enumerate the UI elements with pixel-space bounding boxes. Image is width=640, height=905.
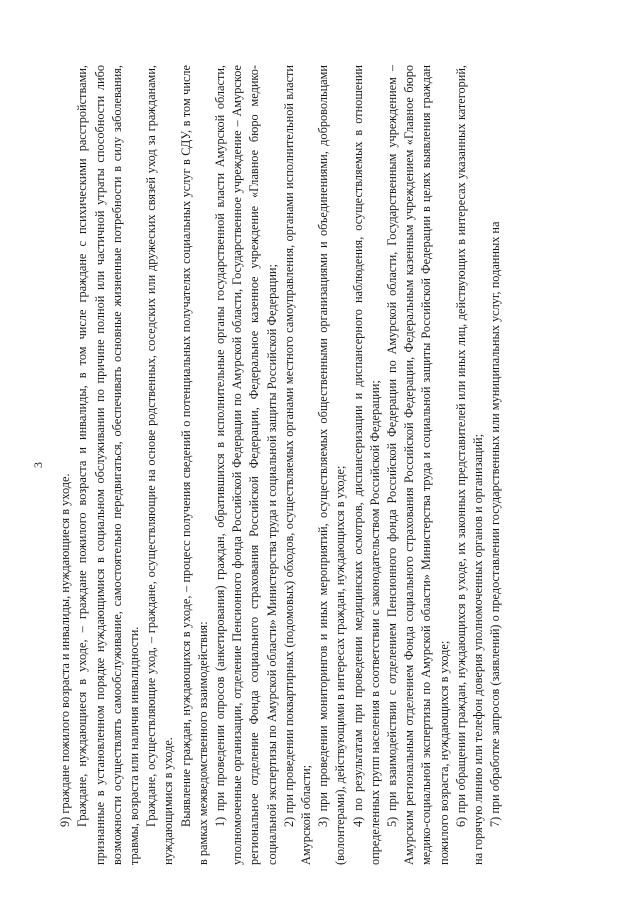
rotated-text-block [30, 65, 600, 865]
paragraph: 1) при проведении опросов (анкетирования) граждан, обратившихся в исполнительные органы государственной власти Амурской области, уполномоченные организации, отделение Пенсионного фонда Российской Федерации по Амурской области, Государственное учреждение – Амурское региональное отделение Фонда социального страхования Российской Федерации, Федеральное казенное учреждение «Главное бюро медико-социальной экспертизы по Амурской области» Министерства труда и социальной защиты Российской Федерации; [213, 65, 279, 865]
page-number: 3 [31, 462, 45, 468]
paragraph: 4) по результатам при проведении медицинских осмотров, диспансеризации и диспансерного наблюдения, осуществляемых в отношении определенных групп населения в соответствии с законодательством Российской Федерации; [350, 65, 382, 865]
paragraph: 9) граждане пожилого возраста и инвалиды, нуждающиеся в уходе. [58, 473, 73, 827]
paragraph: Выявление граждан, нуждающихся в уходе, – процесс получения сведений о потенциальных получателях социальных услуг в СДУ, в том числе в рамках межведомственного взаимодействия: [178, 65, 210, 865]
paragraph: 7) при обработке запросов (заявлений) о предоставлении государственных или муниципальных услуг, поданных на [488, 221, 503, 827]
paragraph: 2) при проведении поквартирных (подомовых) обходов, осуществляемых органами местного самоуправления, органами исполнительной власти Амурской области; [281, 65, 314, 865]
paragraph: Граждане, нуждающиеся в уходе, – граждане пожилого возраста и инвалиды, в том числе граждане с психическими расстройствами, признанные в установленном порядке нуждающимися в социальном обслуживании по причине полной или частичной утраты способности либо возможности осуществлять самообслуживание, самостоятельно передвигаться, обеспечивать основные жизненные потребности в силу заболевания, травмы, возраста или наличия инвалидности. [75, 65, 142, 865]
paragraph: Граждане, осуществляющие уход, – граждане, осуществляющие на основе родственных, соседских или дружеских связей уход за гражданами, нуждающимися в уходе. [144, 65, 176, 865]
paragraph: 5) при взаимодействии с отделением Пенсионного фонда Российской Федерации по Амурской области, Государственным учреждением – Амурским региональным отделением Фонда социального страхования Российской Федерации, Федеральным казенным учреждением «Главное бюро медико-социальной экспертизы по Амурской области» Министерства труда и социальной защиты Российской Федерации в целях выявления граждан пожилого возраста, нуждающихся в уходе; [385, 65, 451, 865]
paragraph: 3) при проведении мониторингов и иных мероприятий, осуществляемых общественными организациями и объединениями, добровольцами (волонтерами), действующими в интересах граждан, нуждающихся в уходе; [316, 65, 348, 865]
paragraph: 6) при обращении граждан, нуждающихся в уходе, их законных представителей или иных лиц, действующих в интересах указанных категорий, на горячую линию или телефон доверия уполномоченных органов и организаций; [453, 65, 486, 865]
